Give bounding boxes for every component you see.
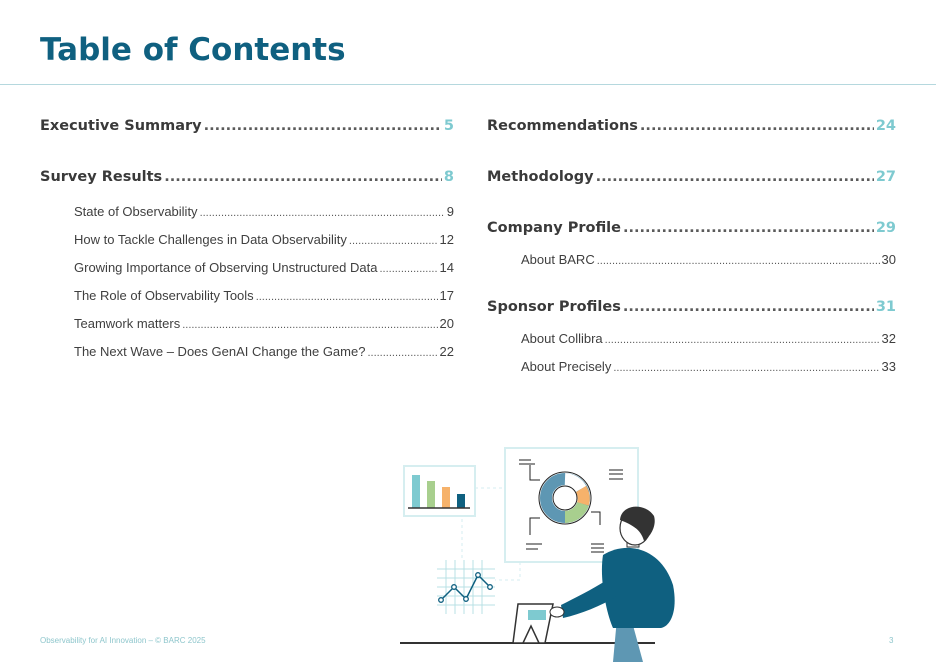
toc-subentry-page: 20 bbox=[439, 316, 454, 331]
toc-subentry-page: 14 bbox=[439, 260, 454, 275]
toc-subentry-teamwork[interactable] bbox=[40, 316, 454, 336]
toc-subentry-label: How to Tackle Challenges in Data Observability bbox=[74, 232, 347, 247]
toc-leader-dots bbox=[367, 347, 437, 359]
toc-subentry-page: 32 bbox=[881, 331, 896, 346]
toc-leader-dots bbox=[256, 291, 438, 303]
data-analyst-illustration bbox=[395, 440, 685, 662]
toc-subentry-label: The Role of Observability Tools bbox=[74, 288, 254, 303]
donut-chart-panel bbox=[505, 448, 638, 562]
toc-subentry-label: The Next Wave – Does GenAI Change the Game? bbox=[74, 344, 366, 359]
toc-right-column bbox=[487, 118, 896, 379]
toc-entry-page: 29 bbox=[875, 220, 896, 236]
toc-entry-label: Survey Results bbox=[40, 169, 163, 185]
toc-subentry-label: Growing Importance of Observing Unstructured Data bbox=[74, 260, 378, 275]
toc-entry-label: Methodology bbox=[487, 169, 594, 185]
bar-chart-panel bbox=[404, 466, 475, 516]
toc-subentry-state-of-observability[interactable] bbox=[40, 204, 454, 224]
toc-left-column bbox=[40, 118, 454, 364]
title-divider bbox=[0, 84, 936, 85]
toc-leader-dots bbox=[597, 255, 880, 267]
line-chart-panel bbox=[437, 560, 495, 614]
toc-subentry-page: 17 bbox=[439, 288, 454, 303]
toc-subentry-label: About Precisely bbox=[521, 359, 612, 374]
toc-entry-label: Sponsor Profiles bbox=[487, 299, 621, 315]
toc-subentry-about-barc[interactable] bbox=[487, 252, 896, 272]
toc-subentry-label: About Collibra bbox=[521, 331, 603, 346]
toc-subentry-label: Teamwork matters bbox=[74, 316, 181, 331]
toc-entry-survey-results[interactable] bbox=[40, 169, 454, 193]
toc-leader-dots bbox=[623, 220, 874, 236]
toc-entry-label: Company Profile bbox=[487, 220, 621, 236]
toc-leader-dots bbox=[613, 362, 879, 374]
toc-leader-dots bbox=[200, 207, 445, 219]
toc-subentry-observability-tools[interactable] bbox=[40, 288, 454, 308]
toc-entry-sponsor-profiles[interactable] bbox=[487, 299, 896, 323]
toc-leader-dots bbox=[182, 319, 437, 331]
toc-leader-dots bbox=[164, 169, 442, 185]
toc-entry-company-profile[interactable] bbox=[487, 220, 896, 244]
toc-entry-page: 5 bbox=[443, 118, 454, 134]
footer-document-title: Observability for AI Innovation – © BARC 2025 bbox=[40, 636, 206, 645]
toc-leader-dots bbox=[640, 118, 874, 134]
toc-subentry-about-collibra[interactable] bbox=[487, 331, 896, 351]
toc-entry-page: 27 bbox=[875, 169, 896, 185]
toc-subentry-about-precisely[interactable] bbox=[487, 359, 896, 379]
toc-subentry-next-wave[interactable] bbox=[40, 344, 454, 364]
toc-leader-dots bbox=[379, 263, 437, 275]
toc-subentry-page: 33 bbox=[881, 359, 896, 374]
toc-entry-page: 31 bbox=[875, 299, 896, 315]
page-title: Table of Contents bbox=[40, 32, 346, 68]
toc-leader-dots bbox=[204, 118, 442, 134]
toc-subentry-label: State of Observability bbox=[74, 204, 198, 219]
footer-page-number: 3 bbox=[889, 636, 894, 645]
toc-subentry-page: 22 bbox=[439, 344, 454, 359]
toc-entry-executive-summary[interactable] bbox=[40, 118, 454, 142]
toc-subentry-label: About BARC bbox=[521, 252, 595, 267]
toc-entry-label: Executive Summary bbox=[40, 118, 202, 134]
toc-leader-dots bbox=[623, 299, 874, 315]
toc-subentry-page: 30 bbox=[881, 252, 896, 267]
toc-entry-page: 24 bbox=[875, 118, 896, 134]
toc-leader-dots bbox=[596, 169, 874, 185]
toc-subentry-unstructured-data[interactable] bbox=[40, 260, 454, 280]
toc-entry-methodology[interactable] bbox=[487, 169, 896, 193]
toc-entry-page: 8 bbox=[443, 169, 454, 185]
toc-subentry-page: 9 bbox=[446, 204, 454, 219]
toc-entry-recommendations[interactable] bbox=[487, 118, 896, 142]
toc-entry-label: Recommendations bbox=[487, 118, 638, 134]
toc-leader-dots bbox=[349, 235, 438, 247]
toc-subentry-tackle-challenges[interactable] bbox=[40, 232, 454, 252]
toc-leader-dots bbox=[605, 334, 880, 346]
toc-subentry-page: 12 bbox=[439, 232, 454, 247]
